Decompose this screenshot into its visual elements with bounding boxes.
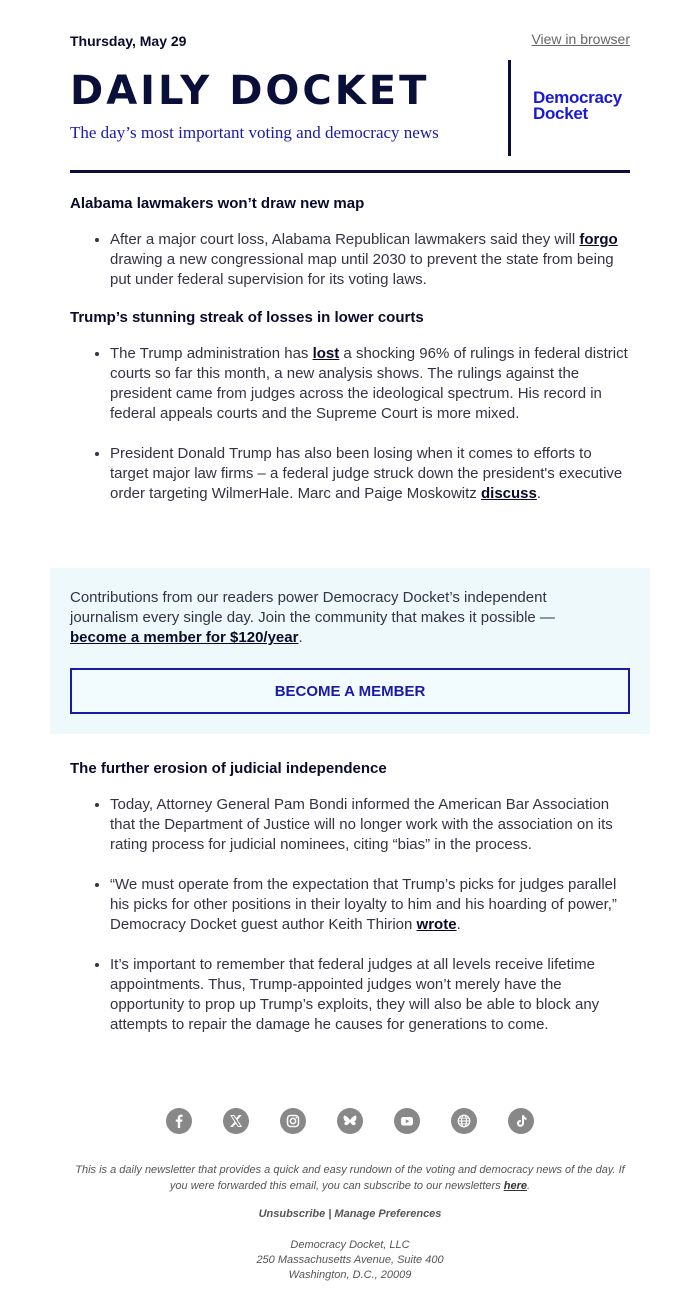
bullet-list: [70, 230, 630, 290]
facebook-icon[interactable]: [166, 1108, 192, 1134]
bullet-text: The Trump administration has: [110, 345, 313, 362]
logo-line-2: Docket: [533, 104, 588, 123]
header-rule: [70, 170, 630, 173]
lost-link[interactable]: lost: [312, 345, 340, 362]
footer-links: [0, 1208, 700, 1220]
list-item: [110, 444, 630, 504]
manage-preferences-link[interactable]: Manage Preferences: [334, 1208, 442, 1220]
subscribe-here-link[interactable]: here: [503, 1180, 527, 1192]
tiktok-icon[interactable]: [508, 1108, 534, 1134]
news-content-top: [70, 194, 630, 524]
list-item: [110, 344, 630, 424]
bullet-text: a shocking 96% of rulings in federal district courts so far this month, a new analysis shows. The rulings against the president came from judges across the ideological spectrum. His record in federal appeals courts and the Supreme Court is more mixed.: [110, 345, 628, 422]
bullet-text: After a major court loss, Alabama Republican lawmakers said they will: [110, 231, 580, 248]
x-icon[interactable]: [223, 1108, 249, 1134]
list-item: [110, 875, 630, 935]
wrote-link[interactable]: wrote: [416, 916, 457, 933]
unsubscribe-link[interactable]: Unsubscribe: [258, 1208, 326, 1220]
org-name: Democracy Docket, LLC: [290, 1239, 410, 1251]
bullet-text: President Donald Trump has also been losing when it comes to efforts to target major law firms – a federal judge struck down the president's executive order targeting WilmerHale. Marc and Paige Moskowitz: [110, 445, 623, 502]
footer-separator: |: [325, 1208, 335, 1220]
forgo-link[interactable]: forgo: [579, 231, 618, 248]
section-trump-losses: [70, 308, 630, 504]
bullet-text: “We must operate from the expectation that Trump’s picks for judges parallel his picks for other positions in their loyalty to him and his hoarding of power,” Democracy Docket guest author Keith Thirion: [110, 876, 617, 933]
news-content-bottom: [70, 759, 630, 1055]
section-judicial-independence: [70, 759, 630, 1035]
discuss-link[interactable]: discuss: [480, 485, 537, 502]
list-item: • Today, Attorney General Pam Bondi informed the American Bar Association that the Department of Justice will no longer work with the association on its rating process for judicial nominees, citing “bias” in the process.: [110, 795, 630, 855]
bluesky-icon[interactable]: [337, 1108, 363, 1134]
address-line-1: 250 Massachusetts Avenue, Suite 400: [256, 1254, 444, 1266]
issue-date: Thursday, May 29: [70, 33, 187, 49]
section-heading: Trump’s stunning streak of losses in lower courts: [70, 309, 424, 326]
membership-link[interactable]: become a member for $120/year: [70, 629, 299, 646]
address-line-2: Washington, D.C., 20009: [288, 1269, 412, 1281]
masthead-divider: [508, 60, 511, 156]
bullet-text: drawing a new congressional map until 2030 to prevent the state from being put under federal supervision for its voting laws.: [110, 251, 614, 288]
youtube-icon[interactable]: [394, 1108, 420, 1134]
list-item: [110, 230, 630, 290]
bullet-list: [70, 344, 630, 504]
footer-note-text: This is a daily newsletter that provides a quick and easy rundown of the voting and democracy news of the day. If you were forwarded this email, you can subscribe to our newsletters: [75, 1164, 625, 1192]
section-heading: Alabama lawmakers won’t draw new map: [70, 195, 365, 212]
membership-copy: Contributions from our readers power Democracy Docket’s independent journalism every single day. Join the community that makes it possible —: [70, 589, 555, 626]
top-bar: [70, 31, 630, 51]
footer-note: [70, 1162, 630, 1194]
footer-address: [0, 1238, 700, 1283]
instagram-icon[interactable]: [280, 1108, 306, 1134]
website-icon[interactable]: [451, 1108, 477, 1134]
newsletter-tagline: The day’s most important voting and democracy news: [70, 123, 439, 142]
social-links: [0, 1108, 700, 1134]
list-item: • It’s important to remember that federal judges at all levels receive lifetime appointments. Thus, Trump-appointed judges won’t merely have the opportunity to prop up Trump’s exploits, they will also be able to block any attempts to repair the damage he causes for generations to come.: [110, 955, 630, 1035]
masthead: [70, 60, 630, 156]
footer-note-end: .: [527, 1180, 531, 1192]
bullet-text: .: [536, 485, 542, 502]
section-heading: The further erosion of judicial independence: [70, 760, 387, 777]
become-member-button[interactable]: BECOME A MEMBER: [70, 668, 630, 714]
membership-copy-end: .: [298, 629, 303, 646]
bullet-list: [70, 795, 630, 1035]
view-in-browser-link[interactable]: View in browser: [531, 31, 630, 47]
bullet-text: .: [456, 916, 461, 933]
membership-promo: [50, 568, 650, 734]
membership-text: [70, 588, 610, 648]
democracy-docket-logo[interactable]: [533, 90, 622, 122]
section-alabama: [70, 194, 630, 290]
newsletter-title: DAILY DOCKET: [70, 68, 430, 114]
logo-line-1: Democracy: [533, 88, 622, 107]
